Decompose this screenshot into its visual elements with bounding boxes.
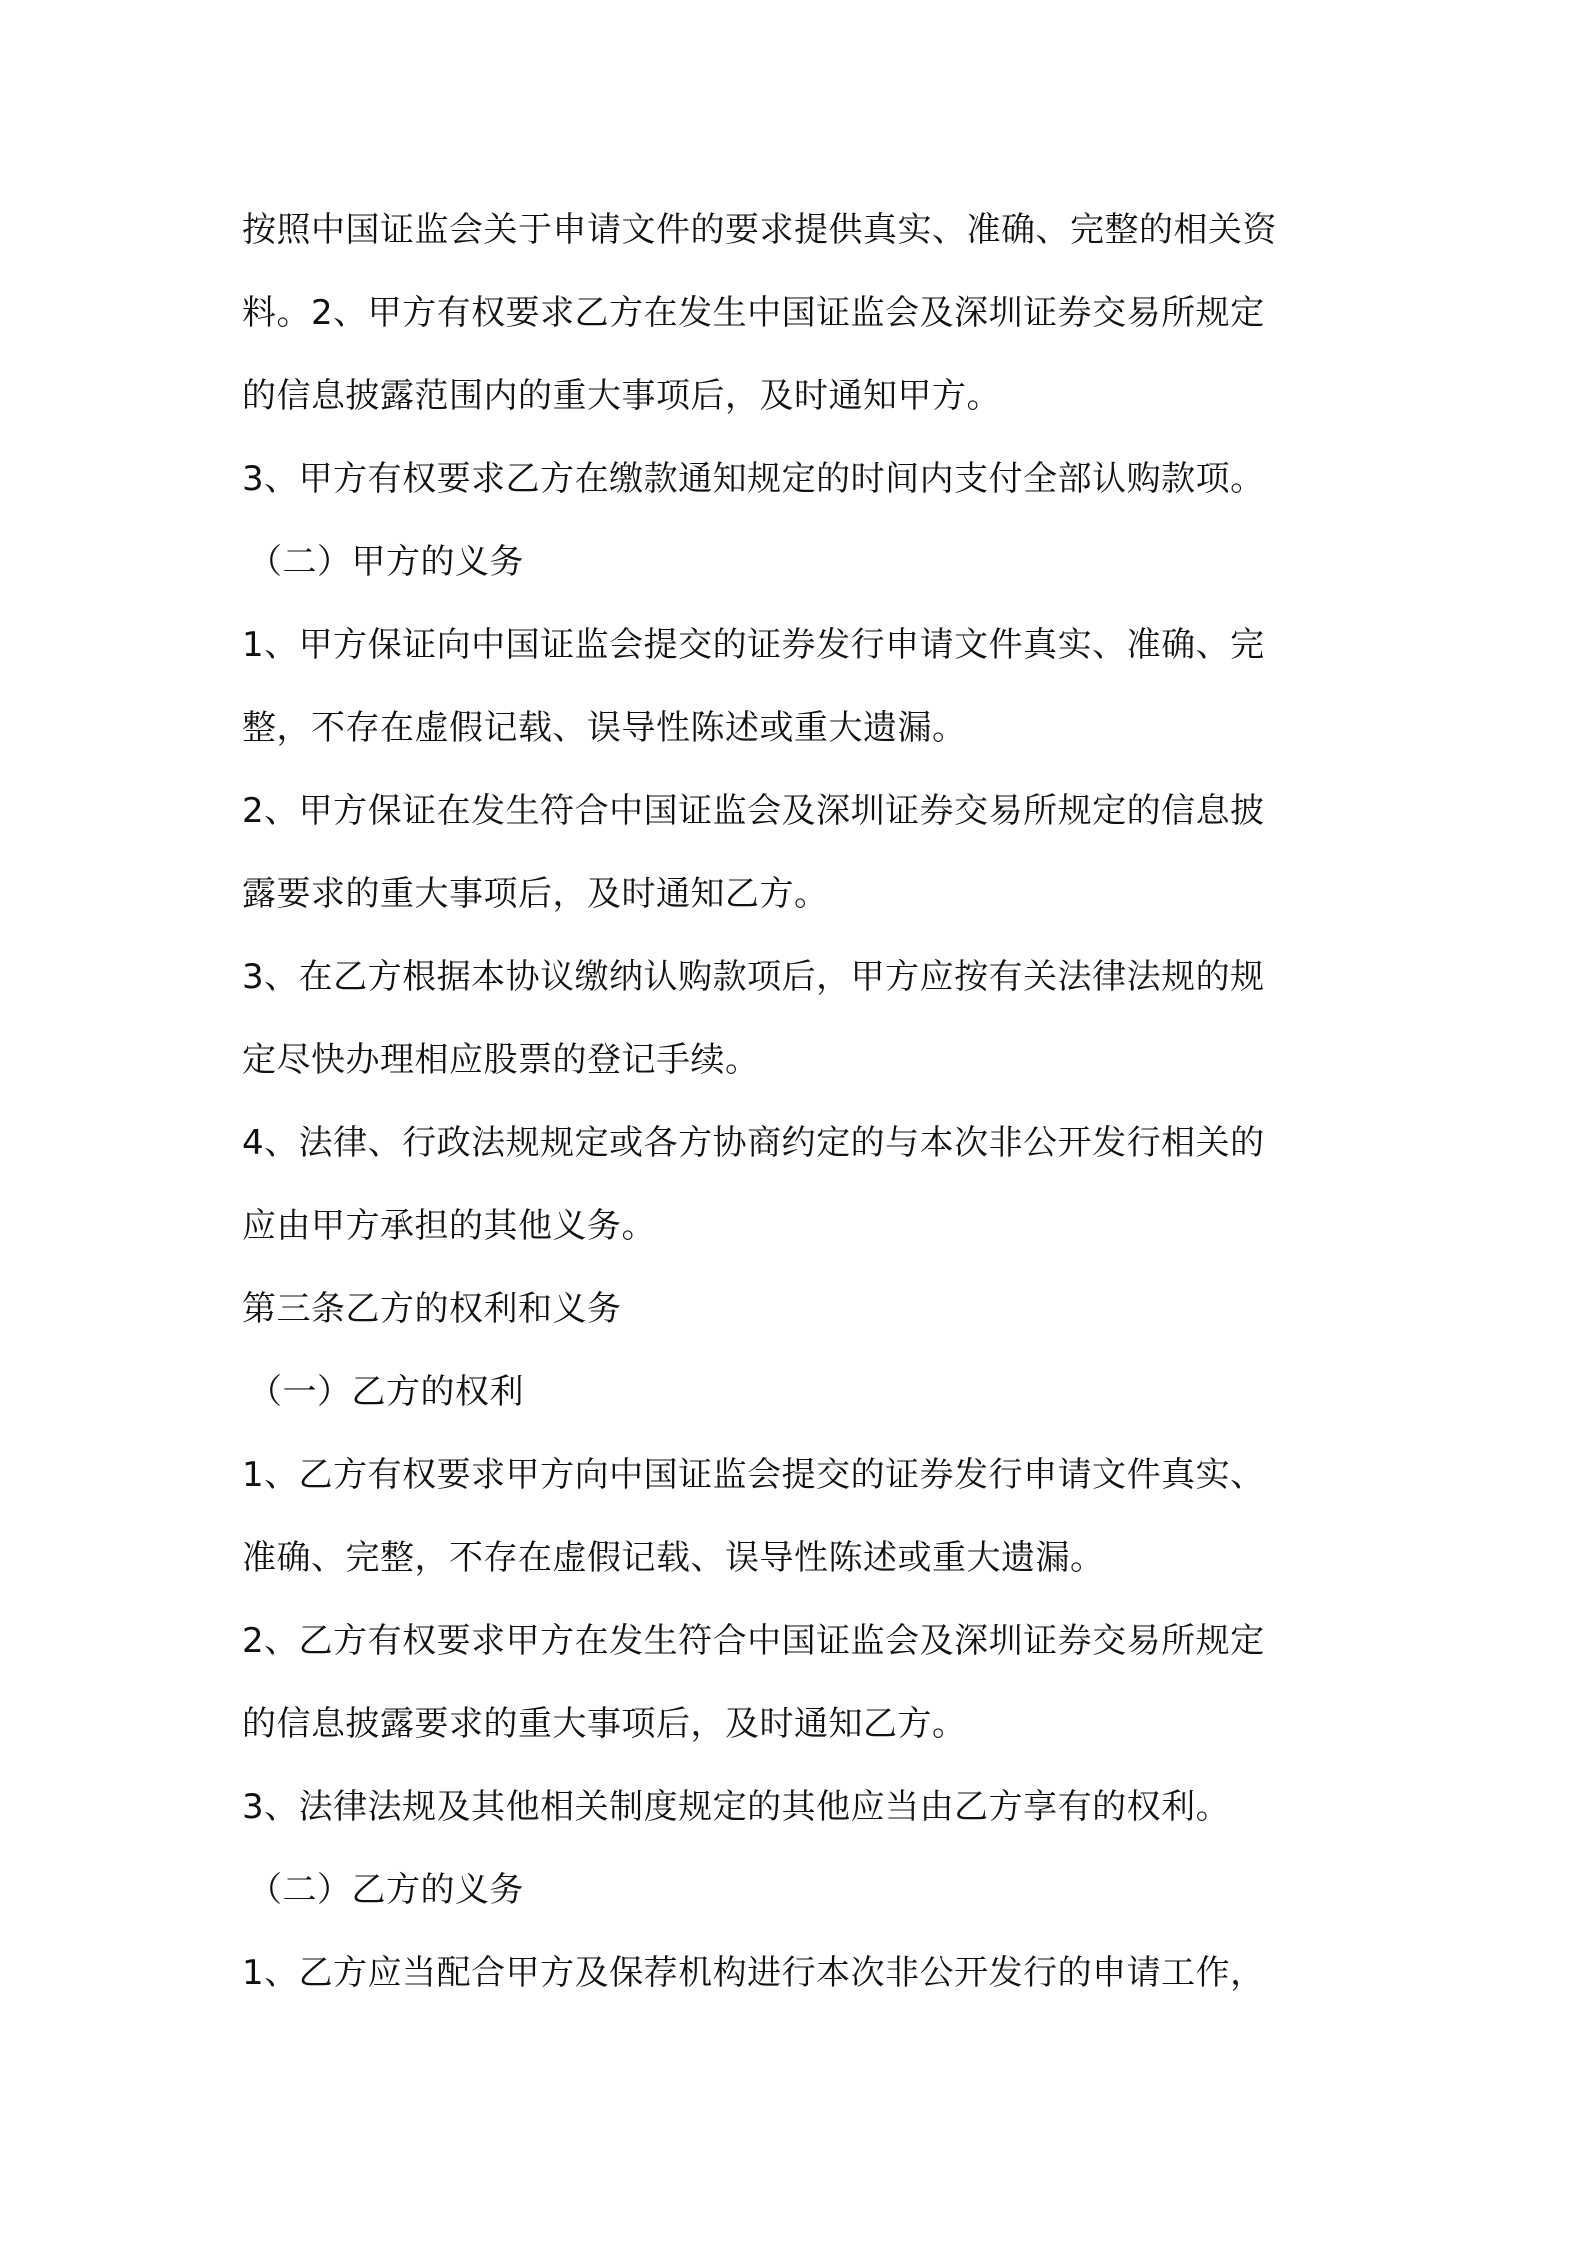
section-heading: （一）乙方的权利 (248, 1372, 524, 1412)
text-line: 应由甲方承担的其他义务。 (242, 1206, 656, 1246)
text-line: 按照中国证监会关于申请文件的要求提供真实、准确、完整的相关资 (242, 210, 1277, 250)
text-line: 料。2、甲方有权要求乙方在发生中国证监会及深圳证券交易所规定 (242, 293, 1265, 333)
text-line: 3、在乙方根据本协议缴纳认购款项后，甲方应按有关法律法规的规 (242, 957, 1265, 997)
section-heading: （二）乙方的义务 (248, 1870, 524, 1910)
text-line: 定尽快办理相应股票的登记手续。 (242, 1040, 760, 1080)
text-line: 1、乙方有权要求甲方向中国证监会提交的证券发行申请文件真实、 (242, 1455, 1265, 1495)
text-line: 1、甲方保证向中国证监会提交的证券发行申请文件真实、准确、完 (242, 625, 1265, 665)
text-line: 3、甲方有权要求乙方在缴款通知规定的时间内支付全部认购款项。 (242, 459, 1265, 499)
text-line: 整，不存在虚假记载、误导性陈述或重大遗漏。 (242, 708, 967, 748)
text-line: 的信息披露要求的重大事项后，及时通知乙方。 (242, 1704, 967, 1744)
text-line: 4、法律、行政法规规定或各方协商约定的与本次非公开发行相关的 (242, 1123, 1265, 1163)
text-line: 的信息披露范围内的重大事项后，及时通知甲方。 (242, 376, 1001, 416)
article-heading: 第三条乙方的权利和义务 (242, 1289, 622, 1329)
text-line: 2、乙方有权要求甲方在发生符合中国证监会及深圳证券交易所规定 (242, 1621, 1265, 1661)
text-line: 2、甲方保证在发生符合中国证监会及深圳证券交易所规定的信息披 (242, 791, 1265, 831)
text-line: 准确、完整，不存在虚假记载、误导性陈述或重大遗漏。 (242, 1538, 1105, 1578)
text-line: 1、乙方应当配合甲方及保荐机构进行本次非公开发行的申请工作， (242, 1953, 1265, 1993)
text-line: 露要求的重大事项后，及时通知乙方。 (242, 874, 829, 914)
section-heading: （二）甲方的义务 (248, 542, 524, 582)
text-line: 3、法律法规及其他相关制度规定的其他应当由乙方享有的权利。 (242, 1787, 1231, 1827)
